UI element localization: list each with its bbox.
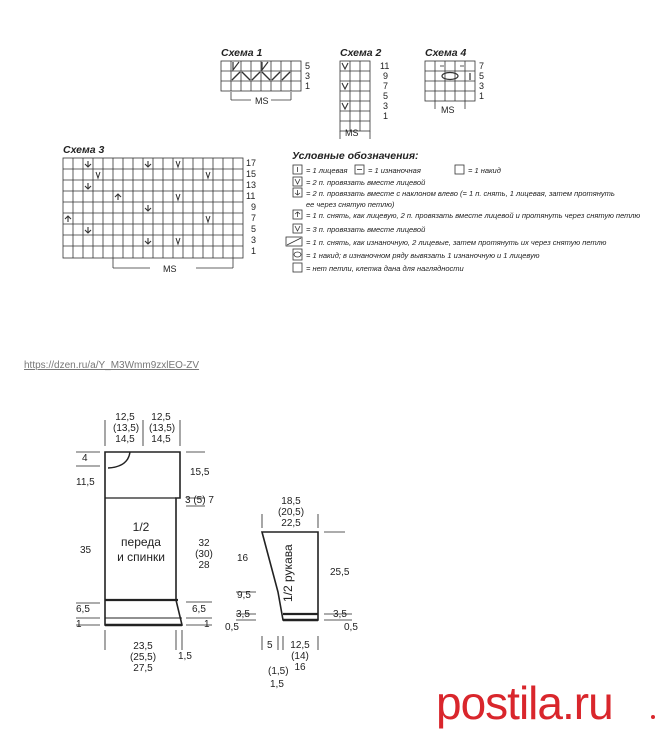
scheme-2-ms: MS bbox=[345, 128, 359, 138]
legend-line: = 1 п. снять, как лицевую, 2 п. провязать вместе лицевой и протянуть через снятую петлю bbox=[306, 211, 641, 220]
dim-value: 14,5 bbox=[115, 434, 135, 445]
dim-value: 32 bbox=[198, 538, 210, 549]
scheme-2-row: 7 bbox=[383, 81, 389, 91]
legend-line: = 2 п. провязать вместе с наклоном влево (= 1 п. снять, 1 лицевая, затем протянуть bbox=[306, 189, 615, 198]
sleeve-dim-edge-left: 0,5 bbox=[225, 622, 239, 633]
sleeve-dim-bottom-left2: (1,5) bbox=[268, 666, 289, 677]
scheme-3-row: 11 bbox=[246, 191, 256, 201]
watermark-logo: postila.ru bbox=[436, 677, 613, 729]
sleeve-dim-bottom-left: 5 bbox=[267, 640, 273, 651]
scheme-2-title: Схема 2 bbox=[340, 47, 382, 59]
scheme-1-row: 3 bbox=[305, 71, 311, 81]
dim-value: 14,5 bbox=[151, 434, 171, 445]
scheme-3-row: 7 bbox=[251, 213, 257, 223]
sleeve-dim-top bbox=[276, 496, 306, 529]
sleeve-label: 1/2 рукава bbox=[281, 544, 295, 602]
scheme-1-grid bbox=[221, 61, 301, 100]
dim-value: 18,5 bbox=[281, 496, 301, 507]
legend-yarn-over: = 1 накид bbox=[468, 166, 501, 175]
sleeve-dim-rib-right: 3,5 bbox=[333, 609, 347, 620]
dim-rib-left: 6,5 bbox=[76, 604, 90, 615]
scheme-3-grid bbox=[63, 158, 243, 268]
dim-bottom-side: 1,5 bbox=[178, 651, 192, 662]
scheme-2-row: 5 bbox=[383, 91, 389, 101]
dim-value: (13,5) bbox=[149, 423, 176, 434]
dim-value: (30) bbox=[195, 549, 213, 560]
scheme-3-row: 17 bbox=[246, 158, 257, 168]
scheme-4-row: 7 bbox=[479, 61, 485, 71]
dim-value: 12,5 bbox=[290, 640, 310, 651]
dim-value: (20,5) bbox=[277, 507, 305, 518]
dim-top-right bbox=[149, 412, 176, 445]
scheme-1-row: 5 bbox=[305, 61, 311, 71]
watermark-mark bbox=[651, 715, 655, 719]
dim-main: 35 bbox=[80, 545, 92, 556]
dim-edge-right: 1 bbox=[204, 619, 210, 630]
dim-edge-left: 1 bbox=[76, 619, 82, 630]
dim-upper: 11,5 bbox=[76, 477, 95, 488]
body-label bbox=[113, 520, 169, 565]
dim-value: 23,5 bbox=[133, 641, 153, 652]
dim-value: (5) bbox=[193, 495, 206, 506]
scheme-4-row: 1 bbox=[479, 91, 485, 101]
dim-value: 12,5 bbox=[151, 412, 171, 423]
dim-value: 7 bbox=[208, 495, 214, 506]
sleeve-dim-length: 25,5 bbox=[330, 567, 350, 578]
dim-step bbox=[185, 495, 214, 506]
scheme-3-row: 3 bbox=[251, 235, 257, 245]
scheme-1-ms: MS bbox=[255, 96, 269, 106]
scheme-4-row: 5 bbox=[479, 71, 485, 81]
scheme-2-row: 1 bbox=[383, 111, 389, 121]
dim-armhole: 15,5 bbox=[190, 467, 210, 478]
scheme-3-ms: MS bbox=[163, 264, 177, 274]
scheme-2-row: 3 bbox=[383, 101, 389, 111]
dim-value: 27,5 bbox=[133, 663, 153, 674]
body-label-line: переда bbox=[121, 535, 161, 549]
scheme-3-row: 9 bbox=[251, 202, 257, 212]
dim-value: 28 bbox=[198, 560, 210, 571]
scheme-3-row: 13 bbox=[246, 180, 257, 190]
sleeve-dim-bottom bbox=[288, 640, 312, 673]
scheme-3-row: 1 bbox=[251, 246, 257, 256]
dim-value: 16 bbox=[294, 662, 306, 673]
scheme-2-row: 11 bbox=[380, 61, 390, 71]
legend-line: = 1 накид; в изнаночном ряду вывязать 1 изнаночную и 1 лицевую bbox=[306, 251, 540, 260]
legend-line: ее через снятую петлю) bbox=[306, 200, 395, 209]
legend-line: = 1 п. снять, как изнаночную, 2 лицевые, затем протянуть их через снятую петлю bbox=[306, 238, 607, 247]
dim-bottom bbox=[128, 641, 158, 674]
legend-purl: = 1 изнаночная bbox=[368, 166, 421, 175]
scheme-4-ms: MS bbox=[441, 105, 455, 115]
dim-value: 12,5 bbox=[115, 412, 135, 423]
source-link[interactable]: https://dzen.ru/a/Y_M3Wmm9zxlEO-ZV bbox=[24, 360, 200, 371]
sleeve-dim-cap: 16 bbox=[237, 553, 249, 564]
sleeve-dim-lower: 9,5 bbox=[237, 590, 251, 601]
scheme-2-row: 9 bbox=[383, 71, 389, 81]
sleeve-dim-edge-right: 0,5 bbox=[344, 622, 358, 633]
scheme-3-row: 15 bbox=[246, 169, 257, 179]
body-label-line: и спинки bbox=[117, 550, 165, 564]
dim-value: 3 bbox=[185, 495, 191, 506]
legend-line: = нет петли, клетка дана для наглядности bbox=[306, 264, 464, 273]
scheme-1-row: 1 bbox=[305, 81, 311, 91]
legend-title: Условные обозначения: bbox=[292, 150, 419, 162]
scheme-1-title: Схема 1 bbox=[221, 47, 263, 59]
legend-line: = 2 п. провязать вместе лицевой bbox=[306, 178, 426, 187]
sleeve-dim-bottom-left3: 1,5 bbox=[270, 679, 284, 690]
dim-value: 22,5 bbox=[281, 518, 301, 529]
scheme-4-row: 3 bbox=[479, 81, 485, 91]
scheme-4-title: Схема 4 bbox=[425, 47, 467, 59]
body-label-line: 1/2 bbox=[132, 520, 150, 534]
sleeve-dim-rib-left: 3,5 bbox=[236, 609, 250, 620]
dim-value: (14) bbox=[291, 651, 309, 662]
dim-value: (25,5) bbox=[129, 652, 157, 663]
scheme-3-title: Схема 3 bbox=[63, 144, 105, 156]
dim-top-left bbox=[113, 412, 140, 445]
dim-side bbox=[194, 538, 214, 571]
legend-knit: = 1 лицевая bbox=[306, 166, 348, 175]
dim-rib-right: 6,5 bbox=[192, 604, 206, 615]
legend-line: = 3 п. провязать вместе лицевой bbox=[306, 225, 426, 234]
scheme-3-row: 5 bbox=[251, 224, 257, 234]
scheme-4-grid bbox=[425, 61, 475, 109]
dim-value: (13,5) bbox=[113, 423, 140, 434]
dim-neck: 4 bbox=[82, 453, 88, 464]
